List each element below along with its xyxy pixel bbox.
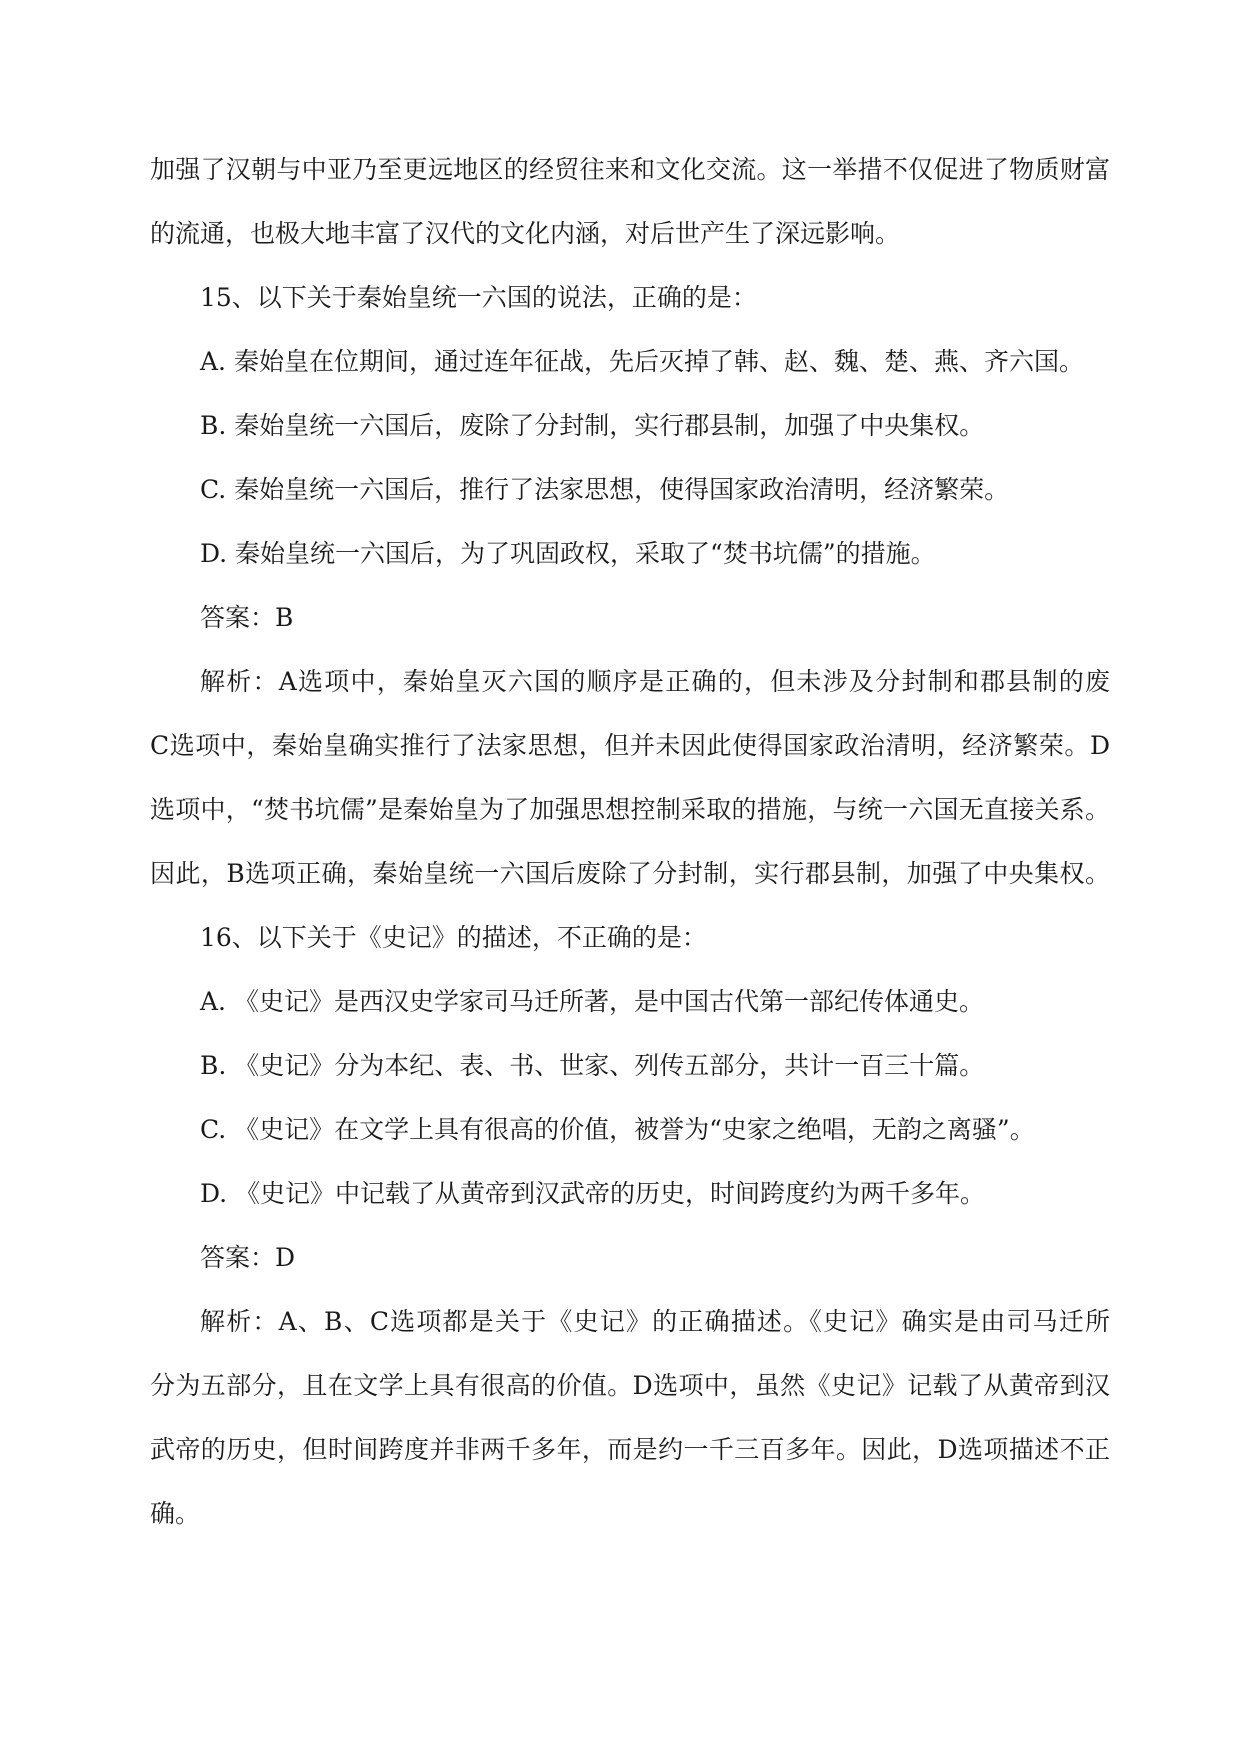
q15-option-c: C. 秦始皇统一六国后，推行了法家思想，使得国家政治清明，经济繁荣。 — [200, 475, 1010, 504]
q16-option-b: B. 《史记》分为本纪、表、书、世家、列传五部分，共计一百三十篇。 — [200, 1051, 985, 1080]
q16-analysis-line-1: 解析：A、B、C选项都是关于《史记》的正确描述。《史记》确实是由司马迁所 — [200, 1307, 1110, 1336]
q15-analysis-line-2: C选项中，秦始皇确实推行了法家思想，但并未因此使得国家政治清明，经济繁荣。D — [150, 731, 1110, 760]
q15-analysis-line-3: 选项中，“焚书坑儒”是秦始皇为了加强思想控制采取的措施，与统一六国无直接关系。 — [150, 795, 1110, 824]
intro-line-1: 加强了汉朝与中亚乃至更远地区的经贸往来和文化交流。这一举措不仅促进了物质财富 — [150, 155, 1110, 184]
q15-option-b: B. 秦始皇统一六国后，废除了分封制，实行郡县制，加强了中央集权。 — [200, 411, 985, 440]
q15-answer: 答案：B — [200, 603, 294, 632]
q15-analysis-line-4: 因此，B选项正确，秦始皇统一六国后废除了分封制，实行郡县制，加强了中央集权。 — [150, 859, 1110, 888]
q16-analysis-line-3: 武帝的历史，但时间跨度并非两千多年，而是约一千三百多年。因此，D选项描述不正 — [150, 1435, 1110, 1464]
q16-option-d: D. 《史记》中记载了从黄帝到汉武帝的历史，时间跨度约为两千多年。 — [200, 1179, 986, 1208]
q16-option-a: A. 《史记》是西汉史学家司马迁所著，是中国古代第一部纪传体通史。 — [200, 987, 984, 1016]
q15-analysis-line-1: 解析：A选项中，秦始皇灭六国的顺序是正确的，但未涉及分封制和郡县制的废 — [200, 667, 1110, 696]
document-body — [150, 138, 1110, 1546]
q16-answer: 答案：D — [200, 1243, 296, 1272]
intro-line-2: 的流通，也极大地丰富了汉代的文化内涵，对后世产生了深远影响。 — [150, 219, 901, 248]
q16-option-c: C. 《史记》在文学上具有很高的价值，被誉为“史家之绝唱，无韵之离骚”。 — [200, 1115, 1035, 1144]
q16-analysis-line-4: 确。 — [150, 1499, 201, 1528]
q15-option-a: A. 秦始皇在位期间，通过连年征战，先后灭掉了韩、赵、魏、楚、燕、齐六国。 — [200, 347, 1084, 376]
q16-analysis-line-2: 分为五部分，且在文学上具有很高的价值。D选项中，虽然《史记》记载了从黄帝到汉 — [150, 1371, 1110, 1400]
question-15: 15、以下关于秦始皇统一六国的说法，正确的是： — [200, 283, 757, 312]
question-16: 16、以下关于《史记》的描述，不正确的是： — [200, 923, 707, 952]
q15-option-d: D. 秦始皇统一六国后，为了巩固政权，采取了“焚书坑儒”的措施。 — [200, 539, 936, 568]
